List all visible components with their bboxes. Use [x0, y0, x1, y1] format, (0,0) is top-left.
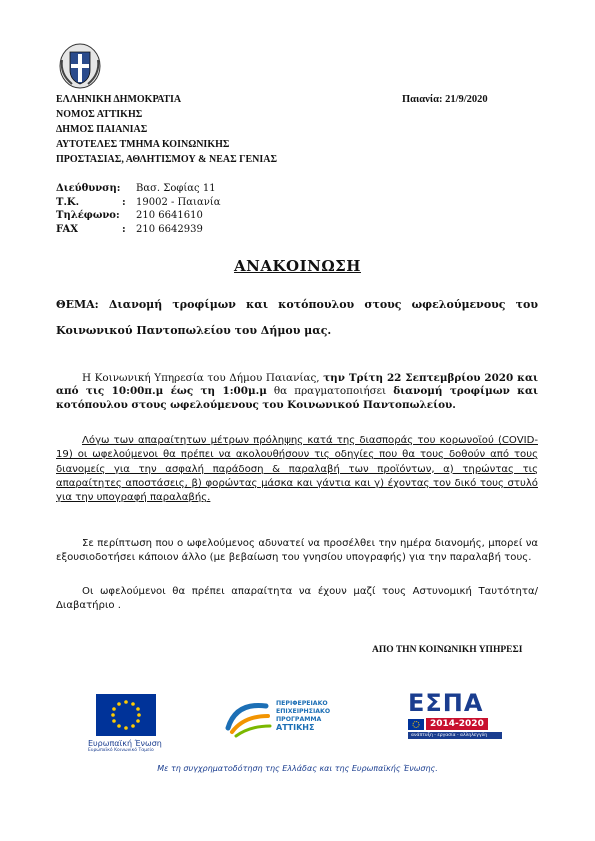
org-line: ΑΥΤΟΤΕΛΕΣ ΤΜΗΜΑ ΚΟΙΝΩΝΙΚΗΣ	[56, 139, 230, 150]
paragraph-id-requirement: Οι ωφελούμενοι θα πρέπει απαραίτητα να έχουν μαζί τους Αστυνομική Ταυτότητα/Διαβατήριο .	[56, 586, 538, 612]
address-key: Τ.Κ.	[56, 196, 80, 208]
address-block	[56, 182, 220, 236]
espa-years: 2014-2020	[426, 718, 488, 730]
eu-flag-icon	[408, 719, 424, 730]
eu-subcaption: Ευρωπαϊκό Κοινωνικό Ταμείο	[88, 748, 154, 753]
signature-line: ΑΠΟ ΤΗΝ ΚΟΙΝΩΝΙΚΗ ΥΠΗΡΕΣΙ	[372, 645, 523, 655]
address-value: 210 6641610	[136, 210, 203, 221]
address-row: Τ.Κ. : 19002 - Παιανία	[56, 196, 221, 208]
address-key: Τηλέφωνο:	[56, 210, 120, 221]
address-value: 210 6642939	[136, 223, 203, 235]
address-key: FAX	[56, 223, 79, 235]
paragraph-authorization: Σε περίπτωση που ο ωφελούμενος αδυνατεί να προσέλθει την ημέρα διανομής, μπορεί να εξουσιοδοτήσει κάποιον άλλο (με βεβαίωση του γνησίου υπογραφής) για την παραλαβή τους.	[56, 538, 538, 564]
greek-coat-of-arms	[58, 40, 102, 90]
address-value: Βασ. Σοφίας 11	[136, 183, 216, 194]
address-key: Διεύθυνση:	[56, 183, 121, 194]
subject-line: ΘΕΜΑ: Διανομή τροφίμων και κοτόπουλου στους ωφελούμενους του Κοινωνικού Παντοπωλείου του Δήμου μας.	[56, 298, 538, 337]
attica-swirl-icon	[222, 698, 274, 738]
address-row	[56, 209, 220, 223]
attica-line: ΠΡΟΓΡΑΜΜΑ	[276, 716, 322, 723]
org-line: ΠΡΟΣΤΑΣΙΑΣ, ΑΘΛΗΤΙΣΜΟΥ & ΝΕΑΣ ΓΕΝΙΑΣ	[56, 154, 278, 165]
eu-logo	[88, 694, 168, 753]
attica-line: ΠΕΡΙΦΕΡΕΙΑΚΟ	[276, 700, 328, 707]
org-line: ΔΗΜΟΣ ΠΑΙΑΝΙΑΣ	[56, 124, 148, 135]
org-line: ΕΛΛΗΝΙΚΗ ΔΗΜΟΚΡΑΤΙΑ	[56, 94, 182, 105]
paragraph-instructions: Λόγω των απαραίτητων μέτρων πρόληψης κατά της διασποράς του κορωνοϊού (COVID-19) οι ωφελούμενοι θα πρέπει να ακολουθήσουν τις οδηγίες που θα τους δοθούν από τους διανομείς για την ασφαλή παράδοση & παραλαβή των προϊόντων, α) τηρώντας τις απαραίτητες αποστάσεις, β) φορώντας μάσκα και γάντια και γ) έχοντας τον δικό τους στυλό για την υπογραφή παραλαβής.	[56, 435, 538, 504]
announcement-title: ΑΝΑΚΟΙΝΩΣΗ	[234, 257, 361, 275]
paragraph-announcement: Η Κοινωνική Υπηρεσία του Δήμου Παιανίας, την Τρίτη 22 Σεπτεμβρίου 2020 και από τις 10:00π.μ έως τη 1:00μ.μ θα πραγματοποιήσει διανομή τροφίμων και κοτόπουλου στους ωφελούμενους του Κοινωνικού Παντοπωλείου.	[56, 372, 538, 411]
espa-logo	[408, 690, 508, 742]
document-date: Παιανία: 21/9/2020	[402, 94, 488, 105]
attica-line: ΑΤΤΙΚΗΣ	[276, 723, 315, 732]
cofunding-caption: Με τη συγχρηματοδότηση της Ελλάδας και της Ευρωπαϊκής Ένωσης.	[157, 764, 438, 773]
organization-header	[56, 92, 277, 167]
espa-tagline: ανάπτυξη - εργασία - αλληλεγγύη	[408, 732, 502, 739]
org-line: ΝΟΜΟΣ ΑΤΤΙΚΗΣ	[56, 109, 143, 120]
attica-line: ΕΠΙΧΕΙΡΗΣΙΑΚΟ	[276, 708, 331, 715]
address-row: FAX : 210 6642939	[56, 223, 203, 235]
eu-caption: Ευρωπαϊκή Ένωση	[88, 739, 162, 748]
espa-title: ΕΣΠΑ	[408, 689, 484, 717]
address-row	[56, 182, 220, 196]
attica-program-logo	[222, 694, 342, 742]
address-value: 19002 - Παιανία	[136, 196, 221, 208]
